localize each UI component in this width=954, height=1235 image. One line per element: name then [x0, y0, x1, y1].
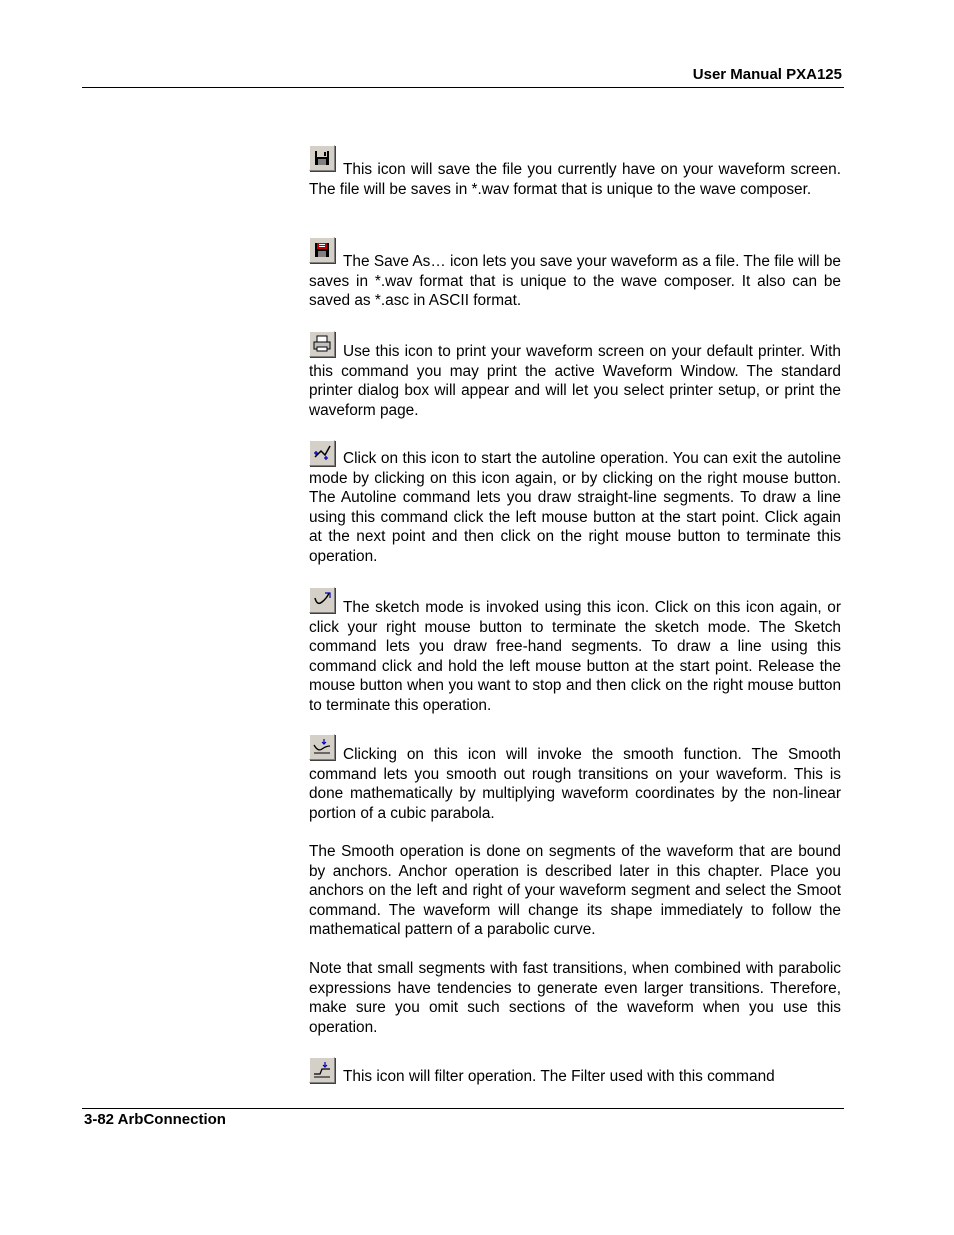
section-filter-text: This icon will filter operation. The Filter used with this command: [343, 1068, 775, 1085]
section-save-text: This icon will save the file you currently have on your waveform screen. The file will be saves in *.wav format that is unique to the wave composer.: [309, 161, 841, 198]
section-save-as: [309, 237, 841, 311]
section-save-as-text: The Save As… icon lets you save your waveform as a file. The file will be saves in *.wav format that is unique to the wave composer. It also can be saved as *.asc in ASCII format.: [309, 253, 841, 310]
section-smooth-text: Clicking on this icon will invoke the smooth function. The Smooth command lets you smooth out rough transitions on your waveform. This is done mathematically by multiplying waveform coordinates by the non-linear portion of a cubic parabola.: [309, 746, 841, 822]
section-autoline: [309, 440, 841, 567]
section-autoline-text: Click on this icon to start the autoline operation. You can exit the autoline mode by clicking on this icon again, or by clicking on the right mouse button. The Autoline command lets you draw straight-line segments. To draw a line using this command click the left mouse button at the start point. Click again at the next point and then click on the right mouse button to terminate this operation.: [309, 450, 841, 565]
paragraph-note: Note that small segments with fast transitions, when combined with parabolic expressions have tendencies to generate even larger transitions. Therefore, make sure you omit such sections of the waveform when you use this operation.: [309, 960, 841, 1036]
section-save: [309, 145, 841, 199]
section-print: [309, 331, 841, 420]
section-filter: [309, 1057, 841, 1087]
filter-icon: [309, 1057, 335, 1083]
page-footer-title: 3-82 ArbConnection: [84, 1111, 226, 1128]
section-sketch: [309, 587, 841, 716]
section-sketch-text: The sketch mode is invoked using this icon. Click on this icon again, or click your right mouse button to terminate the sketch mode. The Sketch command lets you draw free-hand segments. To draw a line using this command click and hold the left mouse button at the start point. Release the mouse button when you want to stop and then click on the right mouse button to terminate this operation.: [309, 599, 841, 714]
save-icon: [309, 145, 335, 171]
print-icon: [309, 331, 335, 357]
save-as-icon: [309, 237, 335, 263]
paragraph-smooth-anchors: The Smooth operation is done on segments of the waveform that are bound by anchors. Anchor operation is described later in this chapter. Place you anchors on the left and right of your waveform segment and select the Smoot command. The waveform will change its shape immediately to follow the mathematical pattern of a parabolic curve.: [309, 843, 841, 939]
smooth-icon: [309, 734, 335, 760]
footer-divider: [82, 1108, 844, 1109]
header-divider: [82, 87, 844, 88]
sketch-icon: [309, 587, 335, 613]
autoline-icon: [309, 440, 335, 466]
section-smooth: [309, 734, 841, 823]
section-print-text: Use this icon to print your waveform screen on your default printer. With this command you may print the active Waveform Window. The standard printer dialog box will appear and will let you select printer setup, or print the waveform page.: [309, 343, 841, 419]
page-header-title: User Manual PXA125: [692, 66, 842, 83]
